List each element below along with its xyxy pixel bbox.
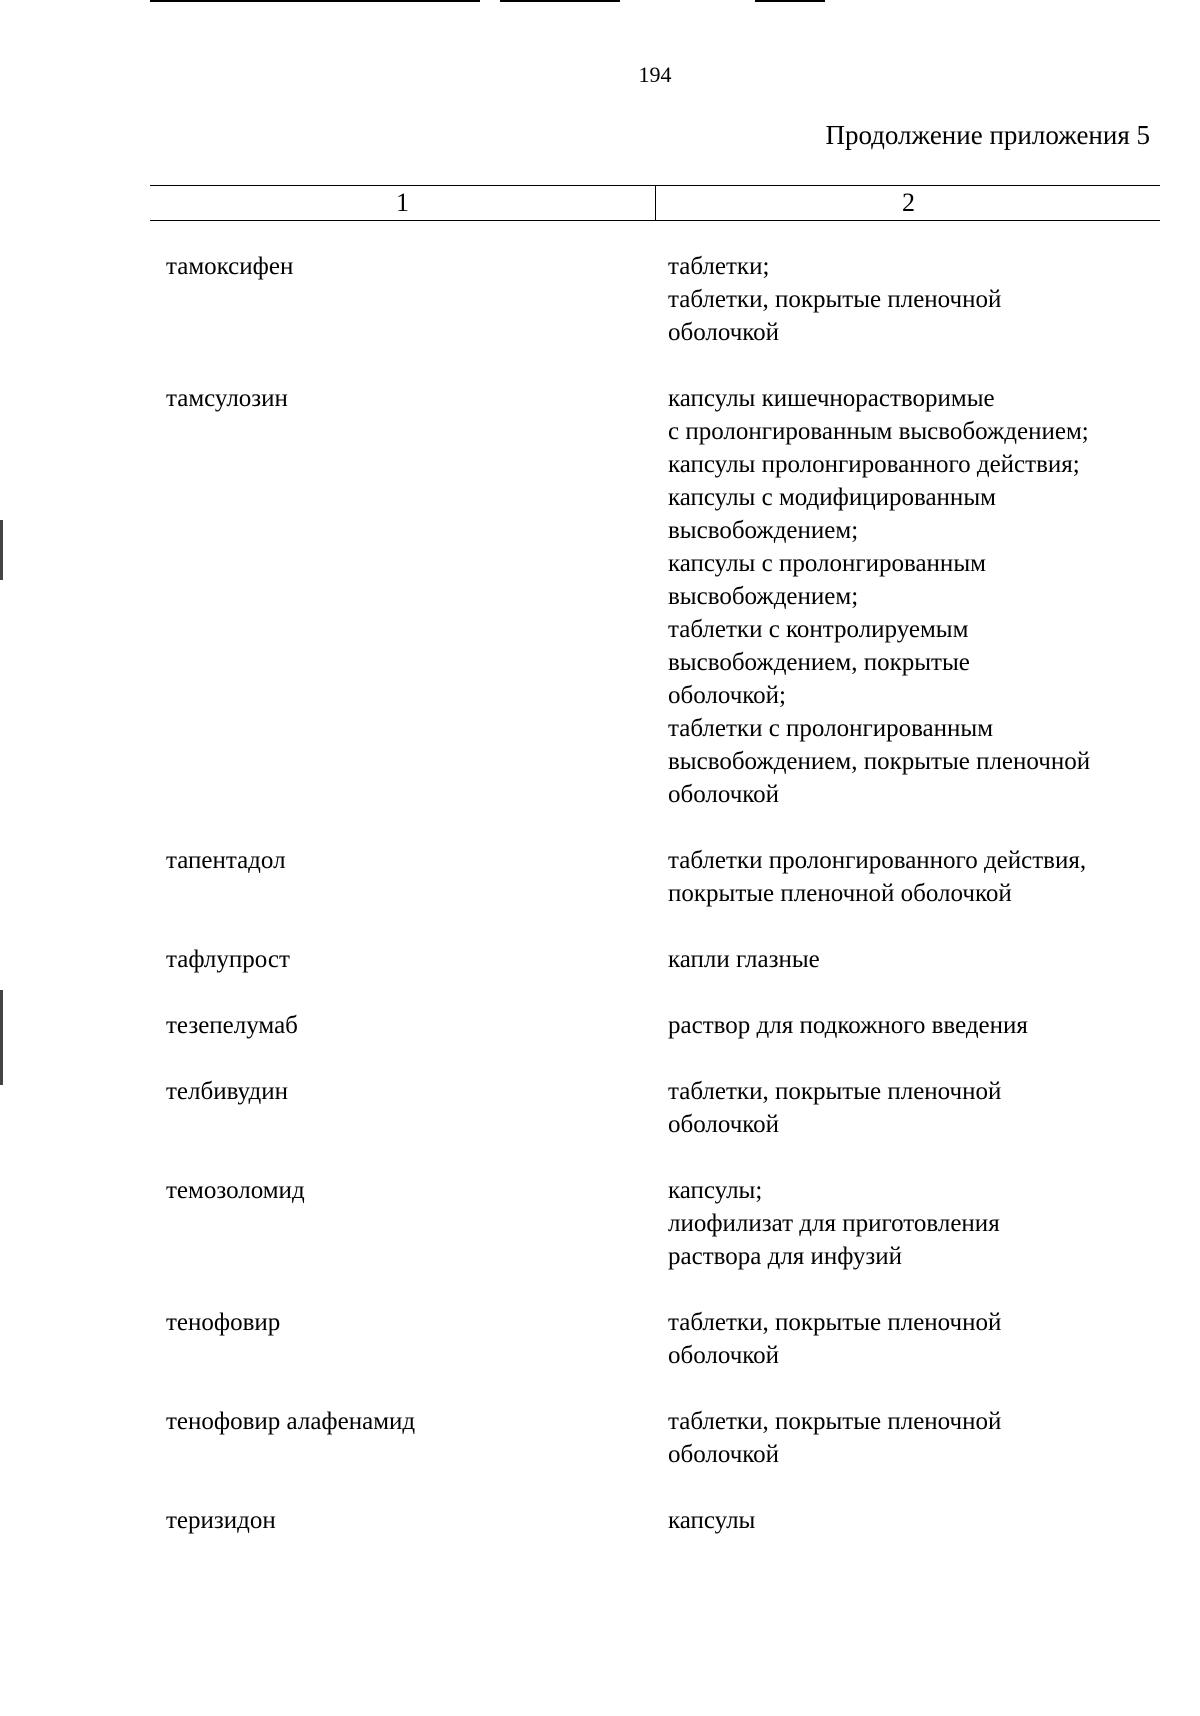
table-row <box>0 1009 1200 1042</box>
drug-name: телбивудин <box>166 1078 288 1105</box>
dosage-forms <box>668 844 1200 910</box>
dosage-form-line: таблетки, покрытые пленочной <box>668 1309 1002 1336</box>
table-row <box>0 844 1200 910</box>
dosage-form-line: высвобождением; <box>668 517 859 544</box>
dosage-form-line: капли глазные <box>668 946 820 973</box>
dosage-form-line: оболочкой <box>668 1342 780 1369</box>
dosage-form-line: капсулы с модифицированным <box>668 484 996 511</box>
dosage-form-line: таблетки, покрытые пленочной <box>668 1078 1002 1105</box>
table-row <box>0 1405 1200 1471</box>
drug-name: тезепелумаб <box>166 1012 298 1039</box>
dosage-form-line: таблетки пролонгированного действия, <box>668 847 1087 874</box>
dosage-forms <box>668 250 1200 349</box>
dosage-forms <box>668 1306 1200 1372</box>
dosage-form-line: лиофилизат для приготовления <box>668 1210 1000 1237</box>
column-divider <box>655 186 656 220</box>
table-row <box>0 1306 1200 1372</box>
drug-name: тенофовир алафенамид <box>166 1408 416 1435</box>
continuation-title: Продолжение приложения 5 <box>825 120 1150 150</box>
dosage-form-line: высвобождением; <box>668 583 859 610</box>
dosage-form-line: высвобождением, покрытые пленочной <box>668 748 1091 775</box>
dosage-form-line: высвобождением, покрытые <box>668 649 970 676</box>
dosage-form-line: с пролонгированным высвобождением; <box>668 418 1089 445</box>
table-row <box>0 1174 1200 1273</box>
drug-name: тамоксифен <box>166 253 294 280</box>
dosage-form-line: таблетки; <box>668 253 770 280</box>
dosage-form-line: оболочкой; <box>668 682 786 709</box>
dosage-form-line: таблетки с контролируемым <box>668 616 969 643</box>
scan-mark-top-mid <box>500 0 620 2</box>
dosage-form-line: капсулы кишечнорастворимые <box>668 385 995 412</box>
dosage-form-line: капсулы <box>668 1507 756 1534</box>
dosage-form-line: таблетки с пролонгированным <box>668 715 994 742</box>
drug-name: тенофовир <box>166 1309 281 1336</box>
table-row <box>0 1504 1200 1537</box>
dosage-form-line: капсулы с пролонгированным <box>668 550 986 577</box>
dosage-form-line: оболочкой <box>668 1111 780 1138</box>
drug-name: тафлупрост <box>166 946 290 973</box>
table-row <box>0 382 1200 811</box>
dosage-forms <box>668 1504 1200 1537</box>
dosage-forms <box>668 382 1200 811</box>
table-body <box>0 250 1200 1570</box>
dosage-form-line: оболочкой <box>668 781 780 808</box>
dosage-forms <box>668 1174 1200 1273</box>
drug-name: тапентадол <box>166 847 286 874</box>
dosage-forms <box>668 1075 1200 1141</box>
dosage-form-line: таблетки, покрытые пленочной <box>668 286 1002 313</box>
table-header <box>150 185 1160 221</box>
dosage-form-line: оболочкой <box>668 1441 780 1468</box>
drug-name: темозоломид <box>166 1177 305 1204</box>
dosage-form-line: покрытые пленочной оболочкой <box>668 880 1012 907</box>
table-row <box>0 250 1200 349</box>
column-header-1: 1 <box>396 188 409 217</box>
column-header-2: 2 <box>902 188 915 217</box>
scan-mark-top-left <box>150 0 480 2</box>
scan-mark-top-right <box>755 0 825 2</box>
dosage-form-line: оболочкой <box>668 319 780 346</box>
dosage-form-line: раствора для инфузий <box>668 1243 903 1270</box>
page-number: 194 <box>638 62 672 87</box>
dosage-form-line: капсулы; <box>668 1177 763 1204</box>
table-row <box>0 1075 1200 1141</box>
dosage-forms <box>668 943 1200 976</box>
dosage-form-line: таблетки, покрытые пленочной <box>668 1408 1002 1435</box>
dosage-forms <box>668 1009 1200 1042</box>
dosage-form-line: капсулы пролонгированного действия; <box>668 451 1080 478</box>
dosage-form-line: раствор для подкожного введения <box>668 1012 1028 1039</box>
drug-name: теризидон <box>166 1507 276 1534</box>
dosage-forms <box>668 1405 1200 1471</box>
table-row <box>0 943 1200 976</box>
drug-name: тамсулозин <box>166 385 288 412</box>
